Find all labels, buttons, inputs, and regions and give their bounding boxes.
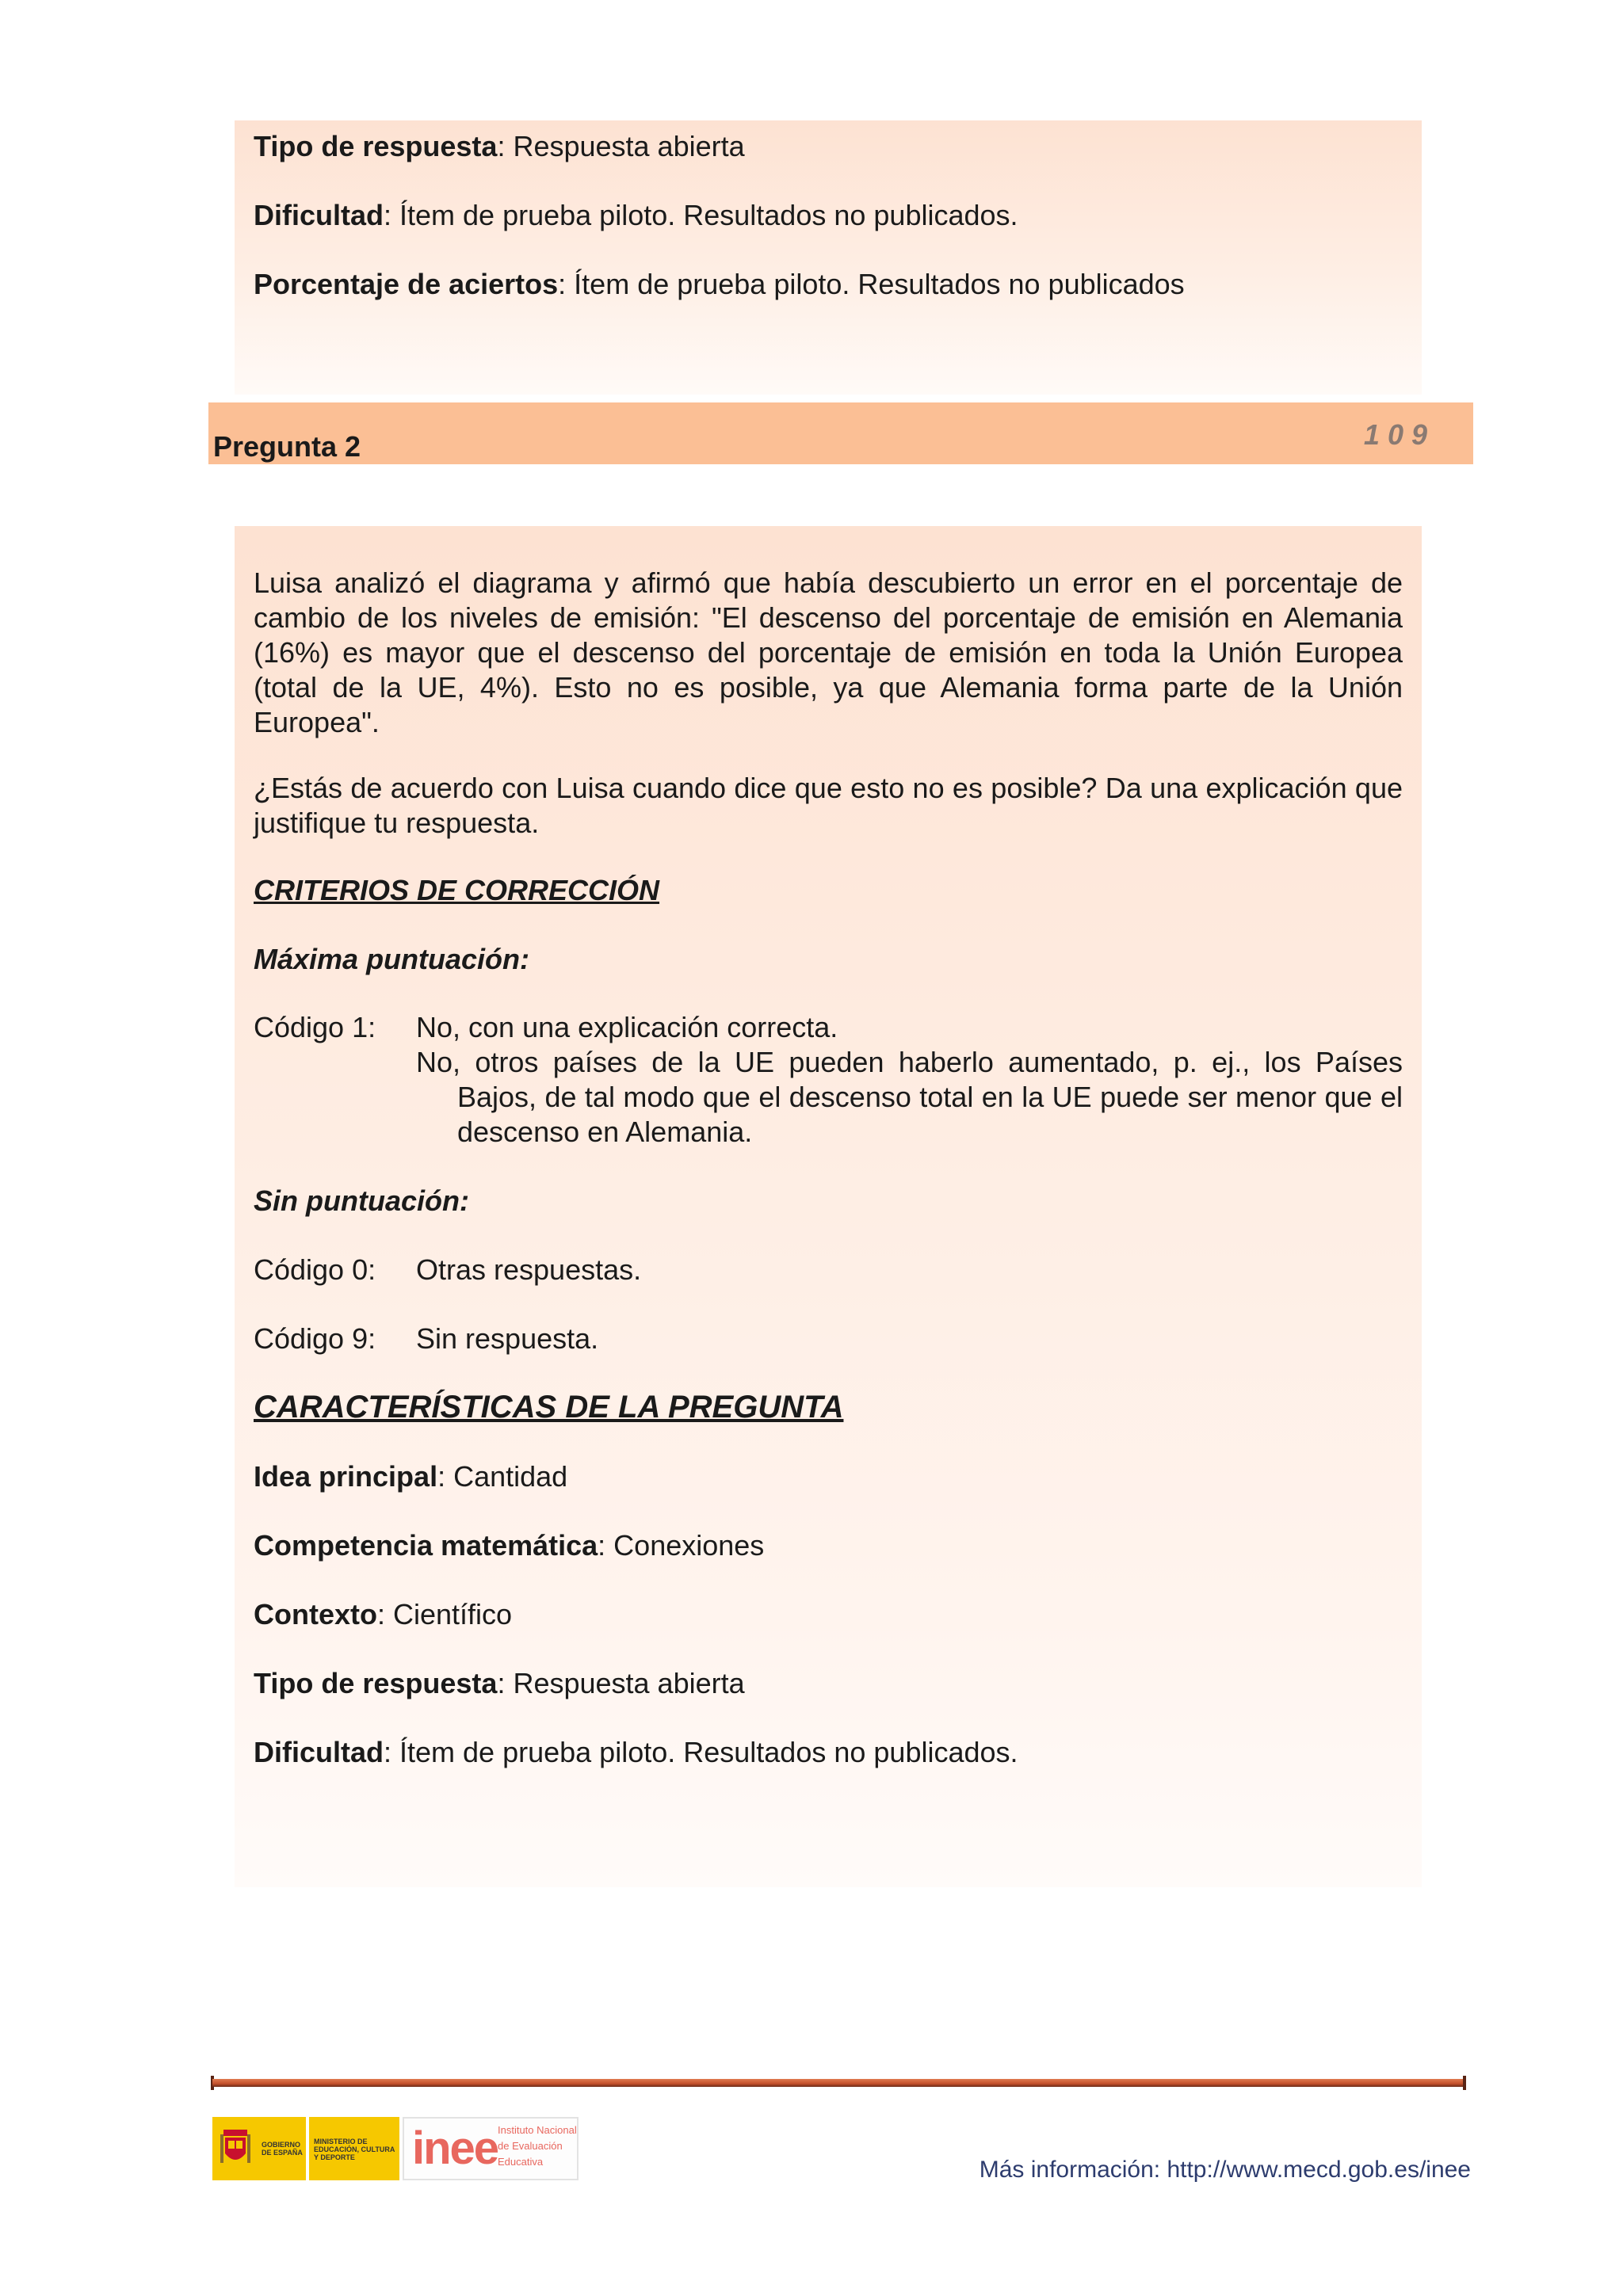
code1-example: No, otros países de la UE pueden haberlo aumentado, p. ej., los Países Bajos, de tal modo que el descenso total en la UE puede ser menor que el descenso en Alemania. <box>416 1046 1403 1148</box>
max-score-heading: Máxima puntuación: <box>254 943 530 975</box>
gobierno-text: GOBIERNO DE ESPAÑA <box>262 2141 303 2157</box>
code0-text: Otras respuestas. <box>416 1253 642 1286</box>
criteria-heading: CRITERIOS DE CORRECCIÓN <box>254 874 660 906</box>
code9-label: Código 9: <box>254 1322 376 1355</box>
info-box-top <box>235 120 1422 395</box>
question-box <box>235 526 1422 1887</box>
section-title: Pregunta 2 <box>213 430 361 463</box>
question-prompt: ¿Estás de acuerdo con Luisa cuando dice que esto no es posible? Da una explicación que justifique tu respuesta. <box>254 772 1403 839</box>
competencia-line: Competencia matemática: Conexiones <box>254 1529 765 1562</box>
characteristics-heading: CARACTERÍSTICAS DE LA PREGUNTA <box>254 1390 844 1425</box>
no-score-heading: Sin puntuación: <box>254 1184 469 1217</box>
tipo-respuesta-line-2: Tipo de respuesta: Respuesta abierta <box>254 1667 745 1699</box>
section-header-bar <box>208 402 1473 464</box>
inee-line-3: Educativa <box>498 2156 544 2168</box>
footer-rule-cap-right <box>1463 2076 1466 2090</box>
question-paragraph: Luisa analizó el diagrama y afirmó que había descubierto un error en el porcentaje de cambio de los niveles de emisión: "El descenso del porcentaje de emisión en Alemania (16%) es mayor que el descenso del porcentaje de emisión en toda la Unión Europea (total de la UE, 4%). Esto no es posible, ya que Alemania forma parte de la Unión Europea". <box>254 566 1403 738</box>
ministerio-logo <box>309 2117 399 2180</box>
footer-logo <box>212 2117 579 2180</box>
gobierno-logo <box>212 2117 306 2180</box>
inee-line-1: Instituto Nacional <box>498 2124 577 2136</box>
inee-line-2: de Evaluación <box>498 2140 563 2152</box>
coat-of-arms-icon <box>220 2126 250 2169</box>
contexto-line: Contexto: Científico <box>254 1598 513 1630</box>
code0-label: Código 0: <box>254 1253 376 1286</box>
footer-divider <box>212 2079 1465 2087</box>
porcentaje-aciertos-line: Porcentaje de aciertos: Ítem de prueba piloto. Resultados no publicados <box>254 268 1185 300</box>
ministerio-text: MINISTERIO DE EDUCACIÓN, CULTURA Y DEPORTE <box>314 2138 395 2161</box>
more-info-link[interactable]: Más información: http://www.mecd.gob.es/inee <box>979 2157 1471 2183</box>
dificultad-line: Dificultad: Ítem de prueba piloto. Resultados no publicados. <box>254 199 1018 231</box>
page-number: 109 <box>1363 418 1435 451</box>
code1-label: Código 1: <box>254 1011 376 1043</box>
dificultad-line-2: Dificultad: Ítem de prueba piloto. Resultados no publicados. <box>254 1736 1018 1768</box>
inee-wordmark: inee <box>412 2122 498 2174</box>
code1-text: No, con una explicación correcta. <box>416 1011 838 1043</box>
code9-text: Sin respuesta. <box>416 1322 599 1355</box>
inee-logo <box>403 2117 579 2180</box>
idea-principal-line: Idea principal: Cantidad <box>254 1460 568 1493</box>
tipo-respuesta-line: Tipo de respuesta: Respuesta abierta <box>254 130 745 162</box>
